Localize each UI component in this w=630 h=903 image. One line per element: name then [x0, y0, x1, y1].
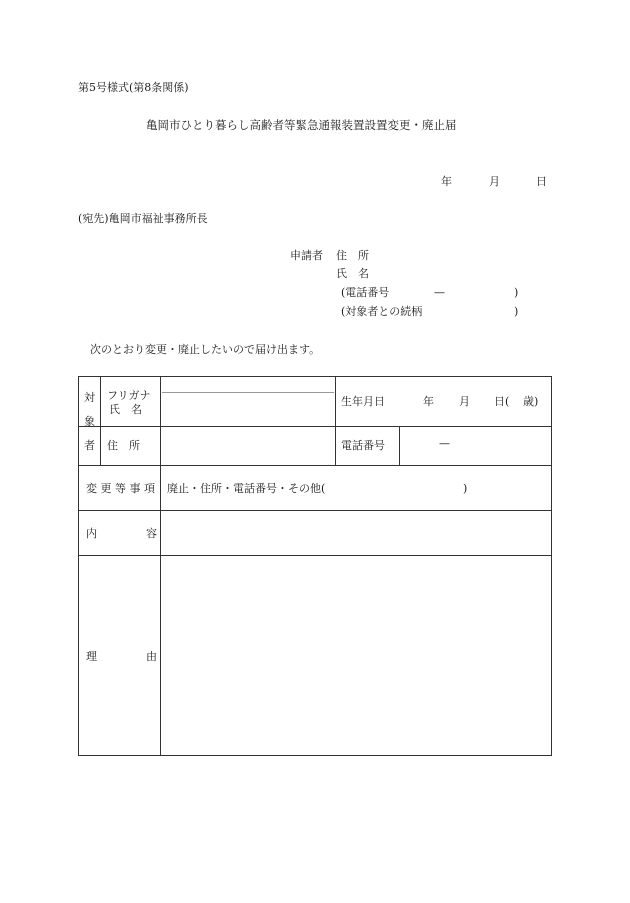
intro-text: 次のとおり変更・廃止したいので届け出ます。	[90, 343, 321, 356]
applicant-name-label: 氏 名	[336, 267, 369, 280]
change-form-table	[78, 376, 552, 756]
age-label: 歳)	[523, 395, 539, 408]
row-divider	[79, 555, 551, 556]
date-year: 年	[441, 175, 452, 188]
col-divider	[335, 377, 336, 465]
applicant-address-label: 住 所	[336, 249, 369, 262]
form-number: 第5号様式(第8条関係)	[78, 81, 189, 94]
applicant-relation-close: )	[514, 305, 519, 318]
phone-label: 電話番号	[341, 439, 385, 452]
col-divider	[399, 426, 400, 465]
col-divider	[100, 377, 101, 465]
reason-label-right: 由	[146, 650, 157, 663]
content-label-left: 内	[86, 527, 97, 540]
date-month: 月	[489, 175, 500, 188]
applicant-phone-close: )	[514, 286, 519, 299]
row-divider	[79, 426, 551, 427]
col-divider	[160, 377, 161, 755]
change-items-label: 変 更 等 事 項	[86, 482, 155, 495]
subject-char: 対	[84, 391, 95, 404]
applicant-label: 申請者	[290, 249, 323, 262]
row-divider	[79, 465, 551, 466]
applicant-phone-label: (電話番号	[341, 286, 390, 299]
row-divider	[79, 510, 551, 511]
reason-label-left: 理	[86, 650, 97, 663]
subject-char: 者	[84, 439, 95, 452]
address-label: 住 所	[107, 439, 140, 452]
furigana-divider	[162, 392, 334, 393]
applicant-relation-label: (対象者との続柄	[341, 305, 423, 318]
document-title: 亀岡市ひとり暮らし高齢者等緊急通報装置設置変更・廃止届	[146, 118, 457, 132]
addressee: (宛先)亀岡市福祉事務所長	[78, 212, 208, 225]
furigana-label: フリガナ	[107, 389, 151, 402]
birth-day: 日(	[494, 395, 510, 408]
birth-year: 年	[423, 395, 434, 408]
phone-dash: —	[439, 437, 450, 450]
applicant-phone-dash: —	[434, 286, 445, 299]
name-label: 氏 名	[109, 403, 142, 416]
change-items-value: 廃止・住所・電話番号・その他(	[167, 482, 326, 495]
subject-char: 象	[84, 415, 95, 428]
change-items-close: )	[463, 482, 468, 495]
birth-month: 月	[459, 395, 470, 408]
birthdate-label: 生年月日	[341, 395, 385, 408]
content-label-right: 容	[146, 527, 157, 540]
date-day: 日	[536, 175, 547, 188]
